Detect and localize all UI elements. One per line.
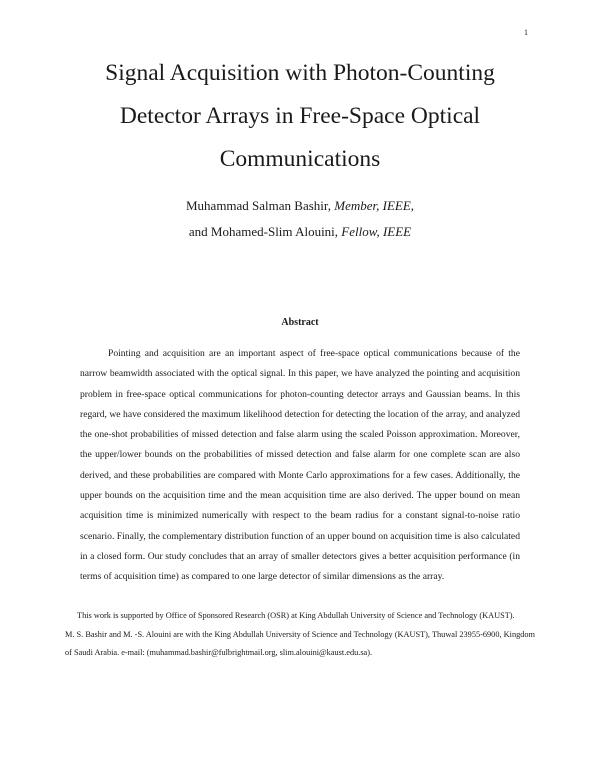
footnote-funding: This work is supported by Office of Sponsored Research (OSR) at King Abdullah University of Science and Technology (KAUST). <box>77 611 515 620</box>
author-line <box>60 193 540 219</box>
footnote-affiliation: M. S. Bashir and M. -S. Alouini are with the King Abdullah University of Science and Technology (KAUST), Thuwal 23955-6900, Kingdom of Saudi Arabia. e-mail: (muhammad.bashir@fulbrightmail.org, slim.alouini@kaust.edu.sa). <box>65 629 535 657</box>
author-role: Member, IEEE <box>334 198 411 213</box>
abstract-body: Pointing and acquisition are an important aspect of free-space optical communications because of the narrow beamwidth associated with the optical signal. In this paper, we have analyzed the pointing and acquisition problem in free-space optical communications for photon-counting detector arrays and Gaussian beams. In this regard, we have considered the maximum likelihood detection for detecting the location of the array, and analyzed the one-shot probabilities of missed detection and false alarm using the scaled Poisson approximation. Moreover, the upper/lower bounds on the probabilities of missed detection and false alarm for one complete scan are also derived, and these probabilities are compared with Monte Carlo approximations for a few cases. Additionally, the upper bounds on the acquisition time and the mean acquisition time are also derived. The upper bound on mean acquisition time is minimized numerically with respect to the beam radius for a constant signal-to-noise ratio scenario. Finally, the complementary distribution function of an upper bound on acquisition time is also calculated in a closed form. Our study concludes that an array of smaller detectors gives a better acquisition performance (in terms of acquisition time) as compared to one large detector of similar dimensions as the array. <box>80 348 520 583</box>
author-role: Fellow, IEEE <box>341 224 412 239</box>
author-block <box>60 193 540 245</box>
paper-title <box>60 52 540 181</box>
author-line <box>60 219 540 245</box>
title-line: Detector Arrays in Free-Space Optical <box>119 103 481 129</box>
title-line: Communications <box>219 146 381 172</box>
author-name: and Mohamed-Slim Alouini, <box>188 224 342 239</box>
author-suffix: , <box>410 198 415 213</box>
footnotes <box>65 607 535 663</box>
author-name: Muhammad Salman Bashir, <box>185 198 335 213</box>
abstract-heading: Abstract <box>281 317 319 328</box>
page-number: 1 <box>524 28 528 37</box>
title-line: Signal Acquisition with Photon-Counting <box>105 60 495 86</box>
